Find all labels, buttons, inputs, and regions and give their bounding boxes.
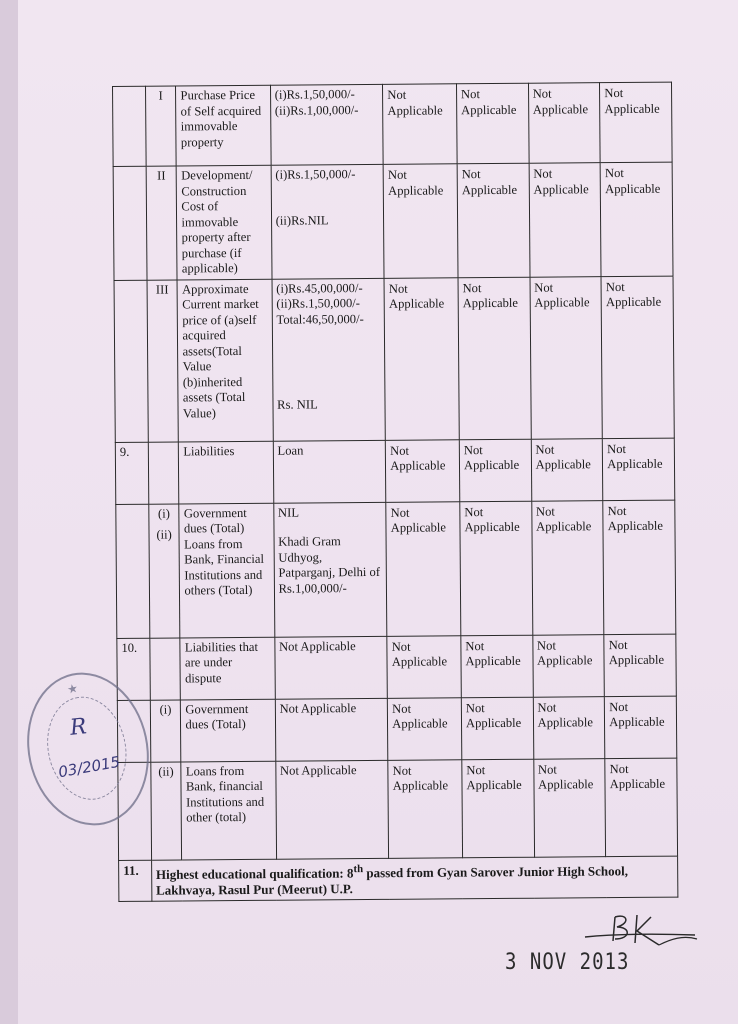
signature-icon	[575, 905, 705, 955]
sub-number	[149, 503, 181, 637]
value-line: (i)Rs.45,00,000/-	[276, 280, 363, 296]
item-label: Loans from Bank, financial Institutions and other (total)	[181, 761, 276, 860]
education-qualification	[151, 856, 678, 901]
na-cell: Not Applicable	[530, 276, 603, 439]
na-cell: Not Applicable	[601, 276, 674, 439]
sub-number: I	[145, 86, 176, 166]
item-label: Approximate Current market price of (a)self acquired assets(Total Value (b)inherited assets (Total Value)	[177, 279, 272, 442]
value-line: (ii)Rs.NIL	[275, 212, 329, 228]
value-line: Not Applicable	[279, 762, 357, 778]
na-cell: Not Applicable	[458, 277, 531, 440]
na-cell: Not Applicable	[456, 83, 528, 164]
scan-edge	[0, 0, 18, 1024]
table-row	[117, 696, 676, 762]
sub-number	[150, 637, 181, 699]
table-row	[117, 634, 676, 700]
na-cell: Not Applicable	[529, 163, 602, 277]
na-cell: Not Applicable	[600, 162, 673, 276]
value-line: Rs. NIL	[277, 397, 318, 412]
na-cell: Not Applicable	[533, 758, 605, 857]
education-text: Highest educational qualification: 8	[155, 864, 354, 882]
item-value	[271, 164, 384, 278]
na-cell: Not Applicable	[461, 697, 533, 760]
na-cell: Not Applicable	[388, 697, 462, 760]
stamp-date: 03/2015	[56, 752, 122, 782]
date-stamp: 3 NOV 2013	[505, 949, 630, 975]
value-line: (ii)Rs.1,00,000/-	[274, 102, 359, 118]
table-row	[116, 500, 676, 638]
na-cell: Not Applicable	[387, 635, 461, 698]
value-line: (i)Rs.1,50,000/-	[274, 87, 355, 102]
education-superscript: th	[353, 862, 364, 875]
item-number	[116, 504, 150, 638]
value-line: Loan	[277, 443, 304, 458]
table-row	[118, 758, 678, 860]
table-row	[115, 438, 674, 504]
table-row	[113, 162, 673, 280]
item-value	[275, 760, 388, 859]
na-cell: Not Applicable	[531, 438, 603, 501]
item-label: Government dues (Total)	[181, 699, 276, 762]
item-label: Development/ Construction Cost of immovable property after purchase (if applicable)	[177, 165, 272, 279]
value-line: NIL	[277, 505, 300, 520]
sub-line: (i)	[157, 506, 170, 521]
item-number	[113, 166, 147, 280]
na-cell: Not Applicable	[532, 634, 604, 697]
item-label: Purchase Price of Self acquired immovable property	[176, 85, 271, 166]
na-cell: Not Applicable	[603, 500, 676, 635]
value-line: Total:46,50,000/-	[276, 311, 364, 327]
na-cell: Not Applicable	[386, 439, 460, 502]
item-number: 11.	[119, 860, 152, 902]
na-cell: Not Applicable	[459, 439, 531, 502]
na-cell: Not Applicable	[460, 501, 533, 636]
na-cell: Not Applicable	[528, 83, 600, 164]
na-cell: Not Applicable	[383, 164, 458, 278]
item-number	[114, 280, 148, 442]
stamp-initial: R	[68, 714, 88, 741]
item-value	[273, 440, 386, 503]
na-cell: Not Applicable	[383, 84, 457, 165]
na-cell: Not Applicable	[533, 696, 605, 759]
na-cell: Not Applicable	[386, 501, 461, 636]
na-cell: Not Applicable	[457, 163, 530, 277]
table-row	[114, 276, 674, 442]
na-cell: Not Applicable	[384, 277, 459, 440]
na-cell: Not Applicable	[605, 696, 677, 759]
item-value	[274, 636, 387, 699]
na-cell: Not Applicable	[461, 635, 533, 698]
value-line: Khadi Gram Udhyog, Patparganj, Delhi of Rs.1,00,000/-	[278, 534, 381, 596]
na-cell: Not Applicable	[605, 758, 678, 857]
item-value	[273, 502, 387, 637]
stamp-inner-ring	[38, 689, 136, 807]
item-number: 9.	[115, 442, 148, 504]
sub-number: II	[146, 166, 178, 280]
item-value	[270, 84, 383, 165]
item-number: 10.	[117, 638, 150, 700]
value-line: (i)Rs.1,50,000/-	[275, 167, 356, 182]
item-label: Liabilities that are under dispute	[180, 637, 275, 700]
na-cell: Not Applicable	[388, 759, 462, 858]
na-cell: Not Applicable	[604, 634, 676, 697]
na-cell: Not Applicable	[600, 82, 672, 163]
item-label: Liabilities	[179, 441, 274, 504]
asset-liability-table	[112, 82, 678, 902]
item-label: Government dues (Total) Loans from Bank, Financial Institutions and others (Total)	[179, 503, 274, 638]
table-row	[113, 82, 673, 166]
item-value	[272, 278, 386, 441]
value-line: Not Applicable	[278, 638, 356, 654]
sub-number	[148, 441, 179, 503]
table-row	[119, 856, 678, 902]
na-cell: Not Applicable	[462, 759, 534, 858]
sub-number: (ii)	[151, 761, 182, 859]
sub-line: (ii)	[156, 527, 172, 542]
value-line: (ii)Rs.1,50,000/-	[276, 296, 361, 311]
item-value	[275, 698, 388, 761]
sub-number: III	[147, 279, 179, 441]
na-cell: Not Applicable	[603, 438, 675, 501]
value-line: Not Applicable	[279, 700, 357, 716]
education-text-rest: passed from Gyan Sarover Junior High School, Lakhvaya, Rasul Pur (Meerut) U.P.	[156, 862, 629, 898]
item-number	[113, 86, 146, 166]
star-icon: ★	[65, 680, 80, 697]
na-cell: Not Applicable	[531, 500, 604, 635]
sub-number: (i)	[150, 699, 181, 761]
